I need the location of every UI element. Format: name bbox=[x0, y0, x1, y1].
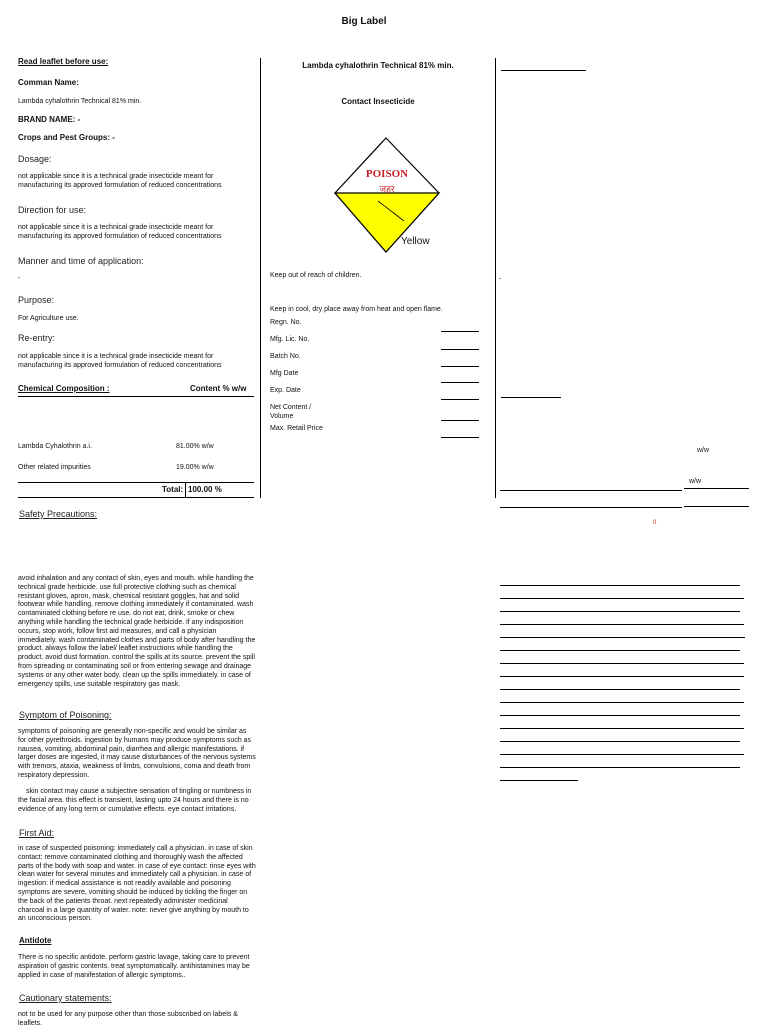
total-divider bbox=[185, 482, 186, 498]
field-label: Exp. Date bbox=[270, 387, 301, 394]
field-label: Regn. No. bbox=[270, 319, 302, 326]
field-blank bbox=[441, 382, 479, 383]
brand-name-label: BRAND NAME: - bbox=[18, 115, 81, 124]
right-blank bbox=[684, 488, 749, 489]
right-blank-line bbox=[500, 715, 740, 716]
field-blank bbox=[441, 399, 479, 400]
reentry-label: Re-entry: bbox=[18, 333, 56, 343]
field-label: Mfg. Lic. No. bbox=[270, 336, 310, 343]
antidote-text: There is no specific antidote. perform gastric lavage, taking care to prevent aspiration of gastric contents. treat symptomatically. antihistamines may be applied in case of manifestation of allergic symptoms.. bbox=[18, 954, 250, 979]
right-blank-line bbox=[500, 624, 744, 625]
symptom-text-skin: skin contact may cause a subjective sensation of tingling or numbness in the facial area. this effect is transient, lasting upto 24 hours and there is no evidence of any long term or cumulative effects. eye contact irritations. bbox=[18, 788, 252, 813]
right-zero: 0 bbox=[653, 520, 657, 526]
field-blank bbox=[441, 349, 479, 350]
safety-heading: Safety Precautions: bbox=[19, 509, 98, 519]
total-rule-bottom bbox=[18, 497, 254, 498]
page-title: Big Label bbox=[341, 16, 387, 27]
purpose-label: Purpose: bbox=[18, 295, 55, 305]
composition-label: Chemical Composition : bbox=[18, 384, 110, 393]
cautionary-text: not to be used for any purpose other than those subscribed on labels & leaflets. bbox=[18, 1011, 238, 1027]
column-divider-left bbox=[260, 58, 261, 498]
purpose-text: For Agriculture use. bbox=[18, 315, 79, 322]
field-blank bbox=[441, 420, 479, 421]
cautionary-heading: Cautionary statements: bbox=[19, 993, 112, 1003]
symptom-text: symptoms of poisoning are generally non-specific and would be similar as for other pyrethroids. ingestion by humans may produce symptoms such as nausea, vomiting, abdominal pain, diarrhea and allergic manifestations. if larger doses are ingested, it may cause disturbances of the nervous systems with tremors, ataxia, weakness of limbs, convulsions, coma and death from respiratory depression. bbox=[18, 728, 256, 779]
right-blank-line bbox=[500, 728, 744, 729]
read-leaflet-heading: Read leaflet before use: bbox=[18, 57, 109, 66]
field-label: Net Content / Volume bbox=[270, 404, 312, 420]
composition-value: 19.00% w/w bbox=[176, 464, 214, 471]
total-value: 100.00 % bbox=[188, 485, 222, 494]
right-ww-2: w/w bbox=[689, 478, 702, 485]
right-blank-mid bbox=[501, 397, 561, 398]
right-blank-line bbox=[500, 611, 740, 612]
reentry-text: not applicable since it is a technical grade insecticide meant for manufacturing its approved formulation of reduced concentrations bbox=[18, 353, 222, 369]
right-blank-line bbox=[500, 741, 740, 742]
antidote-heading: Antidote bbox=[19, 936, 52, 945]
field-label: Mfg Date bbox=[270, 370, 299, 377]
right-blank-line bbox=[500, 650, 740, 651]
common-name-value: Lambda cyhalothrin Technical 81% min. bbox=[18, 98, 142, 105]
field-label: Batch No. bbox=[270, 353, 301, 360]
total-rule-top bbox=[18, 482, 254, 483]
manner-label: Manner and time of application: bbox=[18, 256, 144, 266]
column-divider-right bbox=[495, 58, 496, 498]
direction-text: not applicable since it is a technical grade insecticide meant for manufacturing its approved formulation of reduced concentrations bbox=[18, 224, 222, 240]
field-label: Max. Retail Price bbox=[270, 425, 323, 432]
manner-text: - bbox=[18, 275, 21, 282]
field-blank bbox=[441, 366, 479, 367]
right-blank-line bbox=[500, 637, 745, 638]
right-ww-1: w/w bbox=[697, 447, 710, 454]
right-blank-line bbox=[500, 598, 744, 599]
composition-name: Lambda Cyhalothrin a.i. bbox=[18, 443, 92, 450]
right-blank bbox=[500, 490, 682, 491]
right-blank bbox=[684, 506, 749, 507]
product-name: Lambda cyhalothrin Technical 81% min. bbox=[302, 61, 454, 70]
right-blank-line bbox=[500, 689, 740, 690]
right-blank-line bbox=[500, 754, 744, 755]
right-blank-top bbox=[501, 70, 586, 71]
right-blank-line bbox=[500, 676, 744, 677]
content-label: Content % w/w bbox=[190, 384, 247, 393]
composition-rule bbox=[18, 396, 254, 397]
right-blank-line bbox=[500, 780, 578, 781]
dosage-text: not applicable since it is a technical grade insecticide meant for manufacturing its approved formulation of reduced concentrations bbox=[18, 173, 222, 189]
poison-hindi: जहर bbox=[379, 184, 395, 194]
product-type: Contact Insecticide bbox=[341, 97, 415, 106]
poison-color-label: Yellow bbox=[401, 236, 430, 247]
keep-children-text: Keep out of reach of children. bbox=[270, 272, 362, 279]
right-blank-line bbox=[500, 702, 744, 703]
direction-label: Direction for use: bbox=[18, 205, 87, 215]
common-name-label: Comman Name: bbox=[18, 78, 79, 87]
dosage-label: Dosage: bbox=[18, 154, 52, 164]
field-blank bbox=[441, 331, 479, 332]
right-dash: - bbox=[499, 276, 502, 283]
first-aid-heading: First Aid: bbox=[19, 828, 55, 838]
right-blank-line bbox=[500, 663, 744, 664]
right-blank-line bbox=[500, 767, 740, 768]
crops-label: Crops and Pest Groups: - bbox=[18, 133, 115, 142]
right-blank-line bbox=[500, 585, 740, 586]
right-blank bbox=[500, 507, 682, 508]
total-label: Total: bbox=[162, 485, 184, 494]
symptom-heading: Symptom of Poisoning: bbox=[19, 710, 112, 720]
composition-value: 81.00% w/w bbox=[176, 443, 214, 450]
poison-word: POISON bbox=[365, 168, 409, 180]
field-blank bbox=[441, 437, 479, 438]
first-aid-text: in case of suspected poisoning: immediately call a physician. in case of skin contact: remove contaminated clothing and thoroughly wash the affected parts of the body with soap and water. in case of eye contact: rinse eyes with clean water for several minutes and immediately call a physician. in case of ingestion: if medical assistance is not readily available and poisoning symptoms are severe, vomiting should be induced by tickling the finger on the back of the patients throat. next repeatedly administer medicinal charcoal in a large quantity of water. note: never give anything by mouth to an unconscious person. bbox=[18, 845, 256, 923]
keep-cool-text: Keep in cool, dry place away from heat and open flame. bbox=[270, 306, 443, 313]
composition-name: Other related impurities bbox=[18, 464, 91, 471]
safety-text: avoid inhalation and any contact of skin, eyes and mouth. while handling the technical grade herbicide. use full protective clothing such as chemical resistant gloves, apron, mask, chemical resistant goggles, hat and solid footwear while handling. remove clothing immediately if contaminated. wash contaminated clothing before re use. do not eat, drink, smoke or chew anything while handling the technical grade herbicide. if any indisposition occurs, stop work, follow first aid measures, and call a physician immediately. wash contaminated clothes and parts of body after handling the product. always follow the label/ leaflet instructions while handling the product. avoid dust formation. control the spills at its source. prevent the spill from spreading or contaminating soil or from entering sewage and drainage systems or any other water body. clean up the spills immediately. in case of emergency spills, use suitable respiratory gas mask. bbox=[18, 575, 256, 688]
